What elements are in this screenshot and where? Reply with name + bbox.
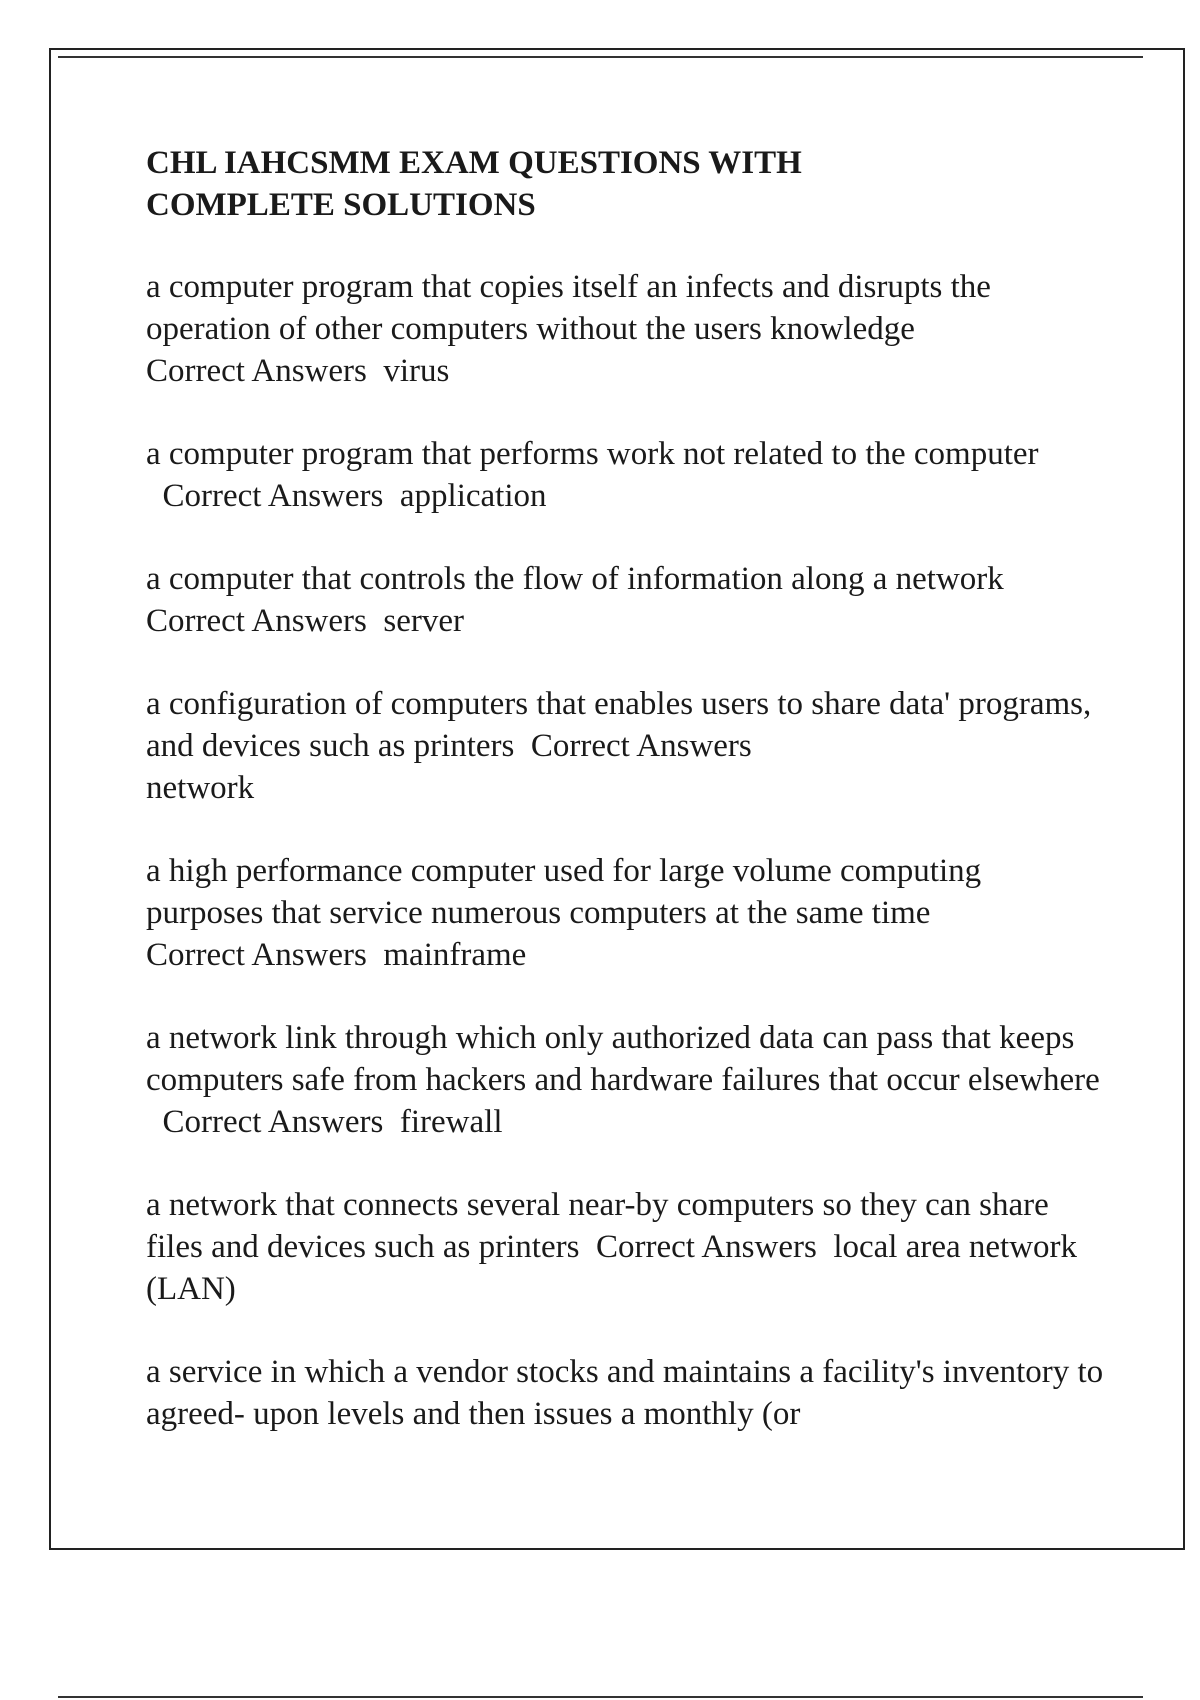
answer-marker: Correct Answers: [595, 1229, 817, 1265]
answer-marker: Correct Answers: [146, 937, 367, 973]
question-text: a network link through which only authorized data can pass that keeps computers safe from hackers and hardware failures that occur elsewhere: [146, 1020, 1100, 1098]
answer-text: firewall: [399, 1104, 503, 1140]
answer-text: network: [146, 770, 255, 806]
answer-text: local area network (LAN): [146, 1229, 1078, 1307]
answer-text: virus: [383, 353, 450, 389]
question-text: a configuration of computers that enables users to share data' programs, and devices such as printers: [146, 686, 1092, 764]
qa-item: [146, 1184, 1106, 1310]
qa-item: [146, 850, 1106, 976]
qa-item: [146, 683, 1106, 809]
question-text: a high performance computer used for large volume computing purposes that service numerous computers at the same time: [146, 853, 982, 931]
document-body: [146, 142, 1106, 1476]
qa-item: [146, 1017, 1106, 1143]
qa-item: [146, 558, 1106, 642]
question-text: a computer program that performs work not related to the computer: [146, 436, 1039, 472]
answer-text: server: [383, 603, 464, 639]
answer-marker: Correct Answers: [162, 1104, 384, 1140]
question-text: a computer program that copies itself an infects and disrupts the operation of other computers without the users knowledge: [146, 269, 991, 347]
answer-marker: Correct Answers: [530, 728, 752, 764]
qa-item: [146, 433, 1106, 517]
qa-item: [146, 266, 1106, 392]
answer-marker: Correct Answers: [162, 478, 384, 514]
trailing-text: a service in which a vendor stocks and maintains a facility's inventory to agreed- upon levels and then issues a monthly (or: [146, 1354, 1104, 1432]
answer-text: application: [399, 478, 547, 514]
qa-item-partial: [146, 1351, 1106, 1435]
answer-text: mainframe: [383, 937, 527, 973]
answer-marker: Correct Answers: [146, 353, 367, 389]
bottom-rule: [58, 1696, 1143, 1698]
document-title: CHL IAHCSMM EXAM QUESTIONS WITH COMPLETE SOLUTIONS: [146, 145, 802, 223]
question-text: a computer that controls the flow of information along a network: [146, 561, 1004, 597]
question-text: a network that connects several near-by computers so they can share files and devices such as printers: [146, 1187, 1049, 1265]
answer-marker: Correct Answers: [146, 603, 367, 639]
